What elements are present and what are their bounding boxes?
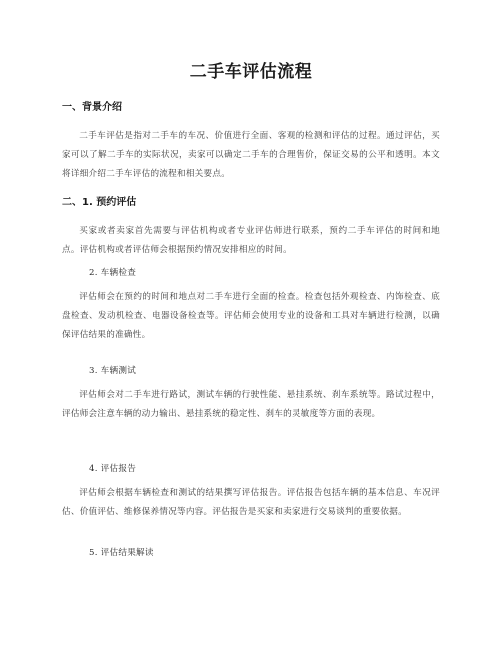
- document-title: 二手车评估流程: [189, 62, 313, 82]
- subsection-heading-inspection: 2. 车辆检查: [89, 268, 137, 278]
- section-text-appointment: 买家或者卖家首先需要与评估机构或者专业评估师进行联系，预约二手车评估的时间和地点。评估机构或者评估师会根据预约情况安排相应的时间。: [62, 226, 440, 255]
- subsection-heading-interpret: 5. 评估结果解读: [89, 548, 154, 558]
- subsection-text-test: 评估师会对二手车进行路试，测试车辆的行驶性能、悬挂系统、刹车系统等。路试过程中，评估师会注意车辆的动力输出、悬挂系统的稳定性、刹车的灵敏度等方面的表现。: [62, 390, 440, 419]
- subsection-heading-test: 3. 车辆测试: [89, 366, 137, 376]
- section-heading-appointment: 二、1. 预约评估: [62, 197, 137, 208]
- section-text-background: 二手车评估是指对二手车的车况、价值进行全面、客观的检测和评估的过程。通过评估，买家可以了解二手车的实际状况，卖家可以确定二手车的合理售价，保证交易的公平和透明。本文将详细介绍二手车评估的流程和相关要点。: [62, 131, 440, 179]
- section-heading-background: 一、背景介绍: [62, 102, 122, 113]
- subsection-text-inspection: 评估师会在预约的时间和地点对二手车进行全面的检查。检查包括外观检查、内饰检查、底盘检查、发动机检查、电器设备检查等。评估师会使用专业的设备和工具对车辆进行检测，以确保评估结果的准确性。: [62, 292, 440, 340]
- subsection-text-report: 评估师会根据车辆检查和测试的结果撰写评估报告。评估报告包括车辆的基本信息、车况评估、价值评估、维修保养情况等内容。评估报告是买家和卖家进行交易谈判的重要依据。: [62, 488, 440, 517]
- subsection-heading-report: 4. 评估报告: [89, 464, 137, 474]
